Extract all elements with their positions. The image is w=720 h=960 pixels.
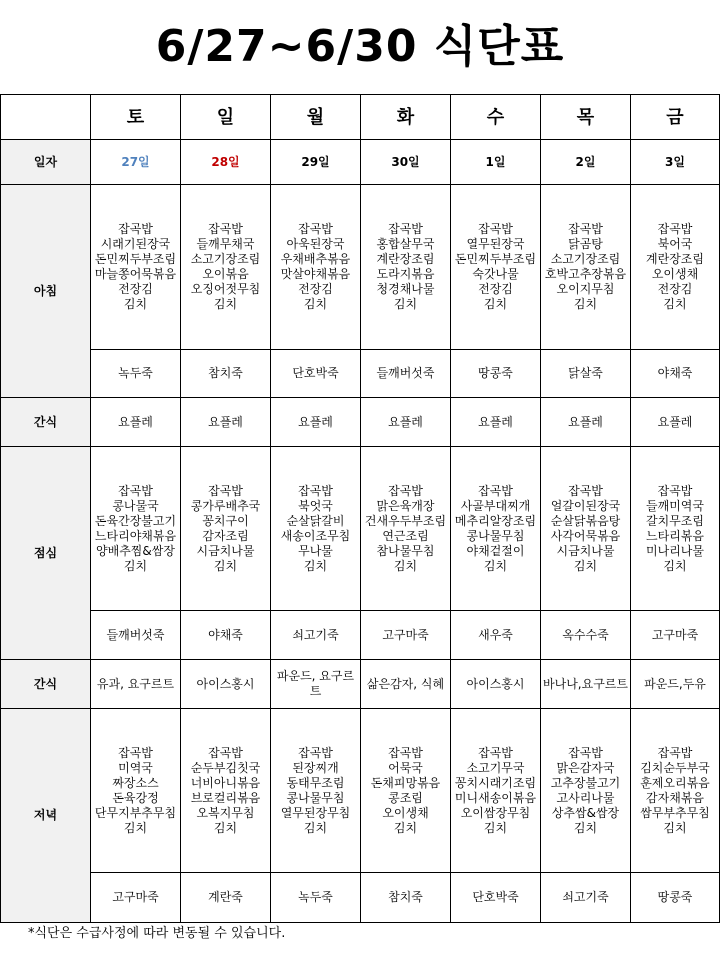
menu-item: 잡곡밥 bbox=[298, 222, 333, 236]
lunch-porridge-cell: 옥수수죽 bbox=[541, 611, 631, 660]
weekday-header: 수 bbox=[451, 95, 541, 140]
menu-item: 김치 bbox=[483, 297, 508, 311]
menu-item: 전장김 bbox=[657, 282, 693, 296]
lunch-menu-cell bbox=[541, 447, 631, 611]
snack-am-cell: 요플레 bbox=[91, 398, 181, 447]
breakfast-porridge-cell: 단호박죽 bbox=[271, 350, 361, 398]
row-label-lunch: 점심 bbox=[1, 447, 91, 660]
dinner-porridge-row bbox=[1, 873, 720, 923]
menu-item: 계란장조림 bbox=[376, 252, 435, 266]
weekday-header: 목 bbox=[541, 95, 631, 140]
menu-item: 훈제오리볶음 bbox=[640, 775, 710, 790]
menu-item: 아욱된장국 bbox=[286, 237, 345, 251]
menu-item: 잡곡밥 bbox=[568, 745, 603, 760]
breakfast-main-row bbox=[1, 185, 720, 350]
menu-item: 잡곡밥 bbox=[208, 745, 243, 760]
menu-item: 갈치무조림 bbox=[646, 513, 704, 528]
menu-item: 잡곡밥 bbox=[298, 745, 333, 760]
menu-item: 북어국 bbox=[657, 237, 693, 251]
lunch-porridge-cell: 쇠고기죽 bbox=[271, 611, 361, 660]
lunch-porridge-cell: 야채죽 bbox=[181, 611, 271, 660]
snack-pm-cell: 바나나,요구르트 bbox=[541, 660, 631, 709]
menu-item: 고추장불고기 bbox=[550, 775, 621, 790]
menu-item: 쌈무부추무침 bbox=[640, 805, 710, 820]
menu-item: 순살닭갈비 bbox=[286, 513, 345, 528]
footnote: *식단은 수급사정에 따라 변동될 수 있습니다. bbox=[28, 926, 286, 941]
snack-pm-cell: 아이스홍시 bbox=[451, 660, 541, 709]
dinner-porridge-cell: 단호박죽 bbox=[451, 873, 541, 923]
breakfast-porridge-row bbox=[1, 350, 720, 398]
page-title: 6/27~6/30 식단표 bbox=[155, 21, 565, 72]
breakfast-menu-cell bbox=[361, 185, 451, 350]
menu-item: 김치 bbox=[573, 297, 598, 311]
lunch-menu-cell bbox=[181, 447, 271, 611]
date-cell: 27일 bbox=[91, 140, 181, 185]
menu-item: 오이쌈장무침 bbox=[460, 805, 531, 820]
snack-pm-cell: 파운드,두유 bbox=[631, 660, 720, 709]
weekday-header: 화 bbox=[361, 95, 451, 140]
menu-item: 맑은감자국 bbox=[556, 760, 615, 775]
snack-am-cell: 요플레 bbox=[271, 398, 361, 447]
menu-item: 잡곡밥 bbox=[208, 222, 243, 236]
menu-item: 오이생채 bbox=[382, 805, 429, 820]
lunch-menu-cell bbox=[631, 447, 720, 611]
menu-item: 계란장조림 bbox=[646, 252, 704, 266]
menu-item: 오복지무침 bbox=[196, 805, 255, 820]
weekday-header: 금 bbox=[631, 95, 720, 140]
menu-item: 상추쌈&쌈장 bbox=[551, 805, 620, 820]
menu-item: 시금치나물 bbox=[196, 543, 255, 558]
menu-item: 김치 bbox=[303, 297, 328, 311]
menu-item: 감자조림 bbox=[202, 528, 249, 543]
dinner-menu-cell bbox=[631, 709, 720, 873]
menu-item: 단무지부추무침 bbox=[94, 805, 177, 820]
row-label-dinner: 저녁 bbox=[1, 709, 91, 923]
menu-item: 맛살야채볶음 bbox=[280, 267, 351, 281]
menu-item: 김치 bbox=[123, 558, 148, 573]
menu-item: 콩나물무침 bbox=[286, 790, 345, 805]
lunch-porridge-row bbox=[1, 611, 720, 660]
lunch-porridge-cell: 새우죽 bbox=[451, 611, 541, 660]
menu-item: 김치 bbox=[483, 820, 508, 835]
menu-item: 오이생채 bbox=[651, 267, 699, 281]
dinner-menu-cell bbox=[271, 709, 361, 873]
snack-pm-cell: 파운드, 요구르트 bbox=[271, 660, 361, 709]
menu-item: 오징어젓무침 bbox=[190, 282, 261, 296]
date-cell: 30일 bbox=[361, 140, 451, 185]
menu-item: 김치 bbox=[123, 820, 148, 835]
menu-item: 김치 bbox=[483, 558, 508, 573]
menu-item: 미니새송이볶음 bbox=[454, 790, 537, 805]
menu-item: 사각어묵볶음 bbox=[550, 528, 621, 543]
breakfast-porridge-cell: 녹두죽 bbox=[91, 350, 181, 398]
dinner-porridge-cell: 땅콩죽 bbox=[631, 873, 720, 923]
menu-item: 마늘쫑어묵볶음 bbox=[94, 267, 177, 281]
menu-item: 잡곡밥 bbox=[118, 745, 153, 760]
menu-item: 느타리야채볶음 bbox=[94, 528, 177, 543]
menu-item: 호박고추장볶음 bbox=[544, 267, 627, 281]
lunch-porridge-cell: 고구마죽 bbox=[631, 611, 720, 660]
snack-pm-cell: 아이스홍시 bbox=[181, 660, 271, 709]
menu-item: 전장김 bbox=[118, 282, 153, 296]
lunch-menu-cell bbox=[91, 447, 181, 611]
menu-item: 김치 bbox=[573, 820, 598, 835]
menu-item: 잡곡밥 bbox=[298, 483, 333, 498]
dinner-porridge-cell: 쇠고기죽 bbox=[541, 873, 631, 923]
lunch-porridge-cell: 고구마죽 bbox=[361, 611, 451, 660]
menu-item: 사골부대찌개 bbox=[460, 498, 531, 513]
dinner-menu-cell bbox=[91, 709, 181, 873]
menu-item: 잡곡밥 bbox=[657, 222, 693, 236]
snack-am-cell: 요플레 bbox=[451, 398, 541, 447]
row-label-date: 일자 bbox=[1, 140, 91, 185]
weekday-header: 일 bbox=[181, 95, 271, 140]
menu-item: 짜장소스 bbox=[112, 775, 159, 790]
menu-item: 얼갈이된장국 bbox=[550, 498, 621, 513]
dinner-porridge-cell: 고구마죽 bbox=[91, 873, 181, 923]
row-label-breakfast: 아침 bbox=[1, 185, 91, 398]
menu-item: 김치 bbox=[393, 820, 418, 835]
menu-item: 메추리알장조림 bbox=[454, 513, 537, 528]
menu-item: 열무된장국 bbox=[466, 237, 525, 251]
menu-item: 꽁치구이 bbox=[202, 513, 249, 528]
breakfast-porridge-cell: 참치죽 bbox=[181, 350, 271, 398]
snack-am-cell: 요플레 bbox=[631, 398, 720, 447]
menu-item: 너비아니볶음 bbox=[190, 775, 261, 790]
menu-item: 연근조림 bbox=[382, 528, 429, 543]
date-row bbox=[1, 140, 720, 185]
menu-item: 열무된장무침 bbox=[280, 805, 351, 820]
menu-item: 새송이조무침 bbox=[280, 528, 351, 543]
breakfast-menu-cell bbox=[271, 185, 361, 350]
menu-item: 김치 bbox=[663, 558, 687, 573]
lunch-menu-cell bbox=[361, 447, 451, 611]
menu-item: 김치 bbox=[213, 297, 238, 311]
menu-item: 김치 bbox=[573, 558, 598, 573]
menu-item: 잡곡밥 bbox=[388, 483, 423, 498]
menu-item: 순살닭볶음탕 bbox=[550, 513, 621, 528]
snack-pm-cell: 유과, 요구르트 bbox=[91, 660, 181, 709]
breakfast-menu-cell bbox=[91, 185, 181, 350]
menu-item: 잡곡밥 bbox=[478, 745, 513, 760]
menu-item: 김치 bbox=[663, 297, 687, 311]
menu-item: 잡곡밥 bbox=[478, 222, 513, 236]
menu-item: 잡곡밥 bbox=[568, 483, 603, 498]
menu-item: 소고기장조림 bbox=[190, 252, 261, 266]
menu-item: 콩나물국 bbox=[112, 498, 159, 513]
menu-item: 닭곰탕 bbox=[568, 237, 603, 251]
date-cell: 1일 bbox=[451, 140, 541, 185]
menu-item: 청경채나물 bbox=[376, 282, 435, 296]
dinner-menu-cell bbox=[541, 709, 631, 873]
breakfast-porridge-cell: 야채죽 bbox=[631, 350, 720, 398]
lunch-porridge-cell: 들깨버섯죽 bbox=[91, 611, 181, 660]
menu-item: 김치순두부국 bbox=[640, 760, 710, 775]
date-cell: 2일 bbox=[541, 140, 631, 185]
snack-am-row bbox=[1, 398, 720, 447]
breakfast-porridge-cell: 닭살죽 bbox=[541, 350, 631, 398]
menu-item: 감자채볶음 bbox=[646, 790, 704, 805]
menu-item: 동태무조림 bbox=[286, 775, 345, 790]
menu-item: 들깨미역국 bbox=[646, 498, 704, 513]
weekday-header-row bbox=[1, 95, 720, 140]
menu-item: 도라지볶음 bbox=[376, 267, 435, 281]
dinner-porridge-cell: 녹두죽 bbox=[271, 873, 361, 923]
menu-item: 미역국 bbox=[118, 760, 153, 775]
menu-item: 잡곡밥 bbox=[657, 483, 693, 498]
breakfast-porridge-cell: 땅콩죽 bbox=[451, 350, 541, 398]
menu-item: 오이볶음 bbox=[202, 267, 249, 281]
dinner-menu-cell bbox=[181, 709, 271, 873]
row-label-snack-pm: 간식 bbox=[1, 660, 91, 709]
menu-item: 무나물 bbox=[298, 543, 333, 558]
menu-item: 돈민찌두부조림 bbox=[94, 252, 177, 266]
menu-item: 김치 bbox=[213, 820, 238, 835]
menu-item: 들깨무채국 bbox=[196, 237, 255, 251]
breakfast-menu-cell bbox=[541, 185, 631, 350]
menu-item: 돈민찌두부조림 bbox=[454, 252, 537, 266]
menu-item: 참나물무침 bbox=[376, 543, 435, 558]
breakfast-porridge-cell: 들깨버섯죽 bbox=[361, 350, 451, 398]
menu-item: 잡곡밥 bbox=[388, 222, 423, 236]
menu-item: 잡곡밥 bbox=[388, 745, 423, 760]
menu-item: 어묵국 bbox=[388, 760, 423, 775]
menu-item: 잡곡밥 bbox=[208, 483, 243, 498]
menu-item: 야채겉절이 bbox=[466, 543, 525, 558]
menu-item: 김치 bbox=[393, 297, 418, 311]
menu-item: 김치 bbox=[123, 297, 148, 311]
weekday-header: 토 bbox=[91, 95, 181, 140]
snack-am-cell: 요플레 bbox=[181, 398, 271, 447]
menu-item: 김치 bbox=[393, 558, 418, 573]
menu-item: 잡곡밥 bbox=[568, 222, 603, 236]
menu-item: 김치 bbox=[663, 820, 687, 835]
menu-item: 시금치나물 bbox=[556, 543, 615, 558]
menu-item: 된장찌개 bbox=[292, 760, 339, 775]
menu-item: 콩조림 bbox=[388, 790, 423, 805]
breakfast-menu-cell bbox=[181, 185, 271, 350]
lunch-main-row bbox=[1, 447, 720, 611]
dinner-menu-cell bbox=[451, 709, 541, 873]
menu-item: 소고기장조림 bbox=[550, 252, 621, 266]
menu-item: 돈육간장불고기 bbox=[94, 513, 177, 528]
date-cell: 3일 bbox=[631, 140, 720, 185]
menu-item: 소고기무국 bbox=[466, 760, 525, 775]
breakfast-menu-cell bbox=[631, 185, 720, 350]
menu-item: 오이지무침 bbox=[556, 282, 615, 296]
menu-item: 꽁치시래기조림 bbox=[454, 775, 537, 790]
dinner-menu-cell bbox=[361, 709, 451, 873]
menu-item: 돈채피망볶음 bbox=[370, 775, 441, 790]
snack-pm-cell: 삶은감자, 식혜 bbox=[361, 660, 451, 709]
menu-item: 전장김 bbox=[298, 282, 333, 296]
menu-item: 잡곡밥 bbox=[118, 222, 153, 236]
menu-item: 콩가루배추국 bbox=[190, 498, 261, 513]
menu-item: 시래기된장국 bbox=[100, 237, 171, 251]
menu-item: 양배추찜&쌈장 bbox=[96, 543, 175, 558]
menu-item: 브로컬리볶음 bbox=[190, 790, 261, 805]
menu-item: 우채배추볶음 bbox=[280, 252, 351, 266]
date-cell: 29일 bbox=[271, 140, 361, 185]
lunch-menu-cell bbox=[271, 447, 361, 611]
menu-item: 잡곡밥 bbox=[657, 745, 693, 760]
dinner-porridge-cell: 참치죽 bbox=[361, 873, 451, 923]
menu-item: 잡곡밥 bbox=[118, 483, 153, 498]
menu-item: 건새우두부조림 bbox=[364, 513, 447, 528]
snack-pm-row bbox=[1, 660, 720, 709]
lunch-menu-cell bbox=[451, 447, 541, 611]
menu-item: 숙갓나물 bbox=[472, 267, 519, 281]
menu-item: 김치 bbox=[213, 558, 238, 573]
menu-item: 홍합살무국 bbox=[376, 237, 435, 251]
breakfast-menu-cell bbox=[451, 185, 541, 350]
menu-item: 돈육강정 bbox=[112, 790, 159, 805]
menu-item: 미나리나물 bbox=[646, 543, 704, 558]
row-label-snack-am: 간식 bbox=[1, 398, 91, 447]
menu-item: 김치 bbox=[303, 820, 328, 835]
snack-am-cell: 요플레 bbox=[361, 398, 451, 447]
dinner-porridge-cell: 계란죽 bbox=[181, 873, 271, 923]
menu-item: 고사리나물 bbox=[556, 790, 615, 805]
menu-item: 느타리볶음 bbox=[646, 528, 704, 543]
corner-cell bbox=[1, 95, 91, 140]
date-cell: 28일 bbox=[181, 140, 271, 185]
menu-item: 북엇국 bbox=[298, 498, 333, 513]
menu-item: 콩나물무침 bbox=[466, 528, 525, 543]
menu-item: 순두부김칫국 bbox=[190, 760, 261, 775]
menu-item: 김치 bbox=[303, 558, 328, 573]
menu-item: 전장김 bbox=[478, 282, 513, 296]
snack-am-cell: 요플레 bbox=[541, 398, 631, 447]
weekday-header: 월 bbox=[271, 95, 361, 140]
meal-plan-table bbox=[0, 94, 720, 923]
menu-item: 맑은육개장 bbox=[376, 498, 435, 513]
menu-item: 잡곡밥 bbox=[478, 483, 513, 498]
dinner-main-row bbox=[1, 709, 720, 873]
